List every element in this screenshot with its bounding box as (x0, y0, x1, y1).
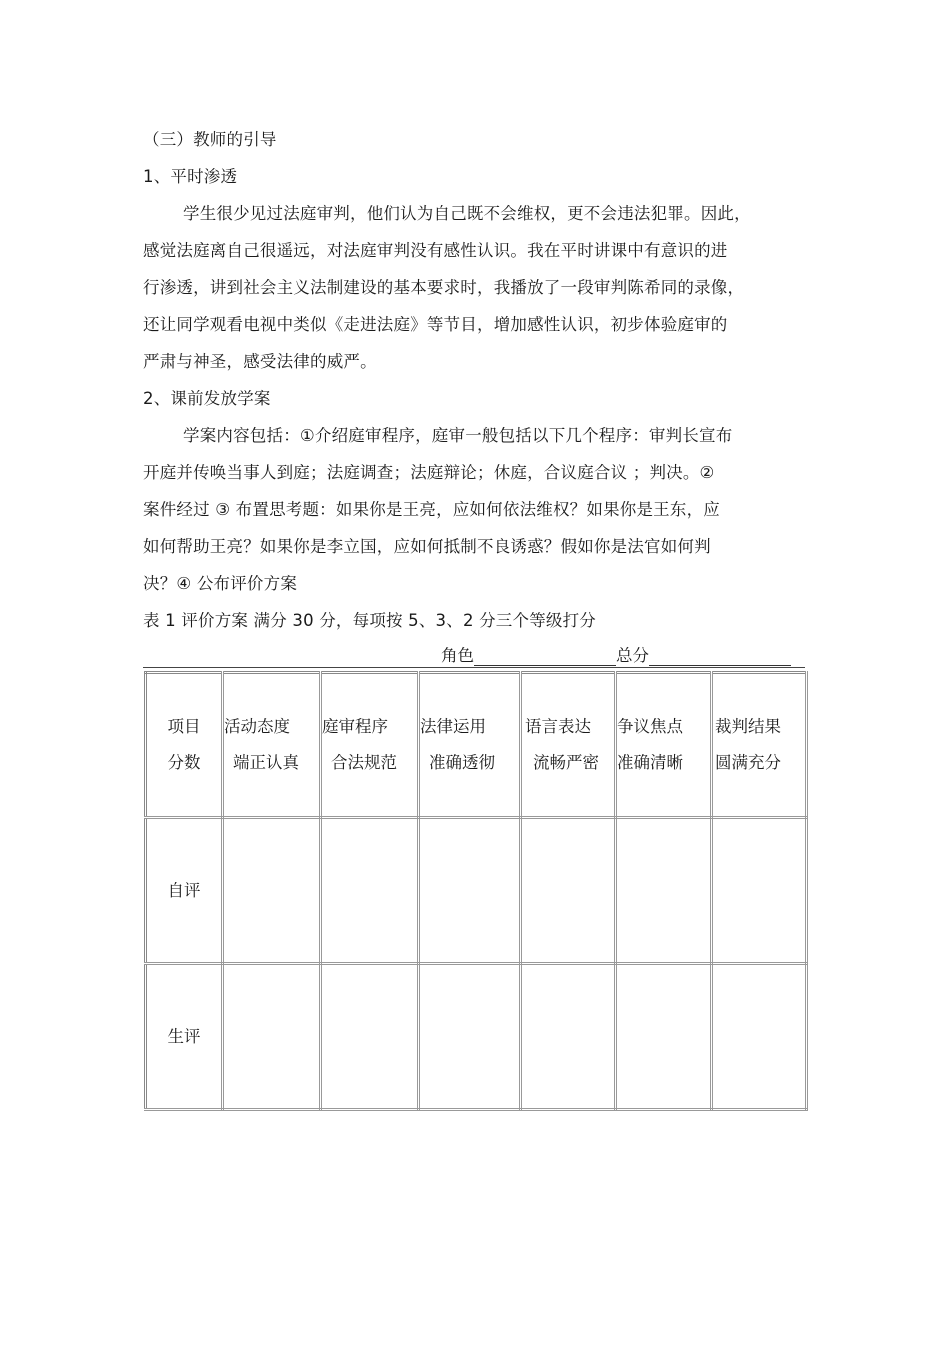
cell-self-dispute[interactable] (616, 818, 712, 964)
header-score-label: 分数 (167, 753, 201, 772)
header-language-line2: 流畅严密 (533, 753, 599, 772)
cell-self-attitude[interactable] (223, 818, 321, 964)
para2-line-5: 决？④ 公布评价方案 (143, 574, 298, 593)
role-blank (474, 647, 616, 666)
section-heading: （三）教师的引导 (143, 130, 277, 149)
cell-peer-dispute[interactable] (616, 964, 712, 1110)
sub-heading-2: 2、课前发放学案 (143, 389, 271, 408)
header-attitude (223, 673, 321, 818)
para1-line-5: 严肃与神圣，感受法律的威严。 (143, 352, 377, 371)
total-blank (649, 647, 791, 666)
header-law-use-line1: 法律运用 (420, 717, 486, 736)
header-procedure-line2: 合法规范 (331, 753, 397, 772)
para2-line-2: 开庭并传唤当事人到庭；法庭调查；法庭辩论；休庭，合议庭合议 ；判决。② (143, 463, 715, 482)
header-verdict-line2: 圆满充分 (715, 753, 781, 772)
header-law-use (419, 673, 521, 818)
cell-peer-law-use[interactable] (419, 964, 521, 1110)
total-label: 总分 (616, 646, 649, 665)
header-verdict (712, 673, 807, 818)
para1-line-1: 学生很少见过法庭审判，他们认为自己既不会维权，更不会违法犯罪。因此， (183, 204, 751, 223)
header-verdict-line1: 裁判结果 (715, 717, 781, 736)
header-dispute (616, 673, 712, 818)
cell-self-procedure[interactable] (321, 818, 419, 964)
header-dispute-line1: 争议焦点 (617, 717, 683, 736)
para2-line-4: 如何帮助王亮？如果你是李立国，应如何抵制不良诱惑？假如你是法官如何判 (143, 537, 711, 556)
para1-line-3: 行渗透，讲到社会主义法制建设的基本要求时，我播放了一段审判陈希同的录像， (143, 278, 745, 297)
role-label: 角色 (441, 646, 474, 665)
table-row-self (146, 818, 807, 964)
table-caption: 表 1 评价方案 满分 30 分，每项按 5、3、2 分三个等级打分 (143, 611, 597, 630)
table-header-row (146, 673, 807, 818)
para2-line-3: 案件经过 ③ 布置思考题：如果你是王亮，应如何依法维权？如果你是王东，应 (143, 500, 720, 519)
cell-self-language[interactable] (521, 818, 616, 964)
row-label-peer: 生评 (146, 964, 223, 1110)
header-attitude-line2: 端正认真 (233, 753, 299, 772)
header-procedure (321, 673, 419, 818)
header-attitude-line1: 活动态度 (224, 717, 290, 736)
cell-peer-verdict[interactable] (712, 964, 807, 1110)
header-procedure-line1: 庭审程序 (322, 717, 388, 736)
role-field (441, 646, 791, 666)
sub-heading-1: 1、平时渗透 (143, 167, 238, 186)
evaluation-table (144, 671, 808, 1111)
para2-line-1: 学案内容包括：①介绍庭审程序，庭审一般包括以下几个程序：审判长宣布 (183, 426, 733, 445)
header-language-line1: 语言表达 (525, 717, 591, 736)
header-item-label: 项目 (167, 717, 201, 736)
header-law-use-line2: 准确透彻 (429, 753, 495, 772)
para1-line-2: 感觉法庭离自己很遥远，对法庭审判没有感性认识。我在平时讲课中有意识的进 (143, 241, 728, 260)
cell-self-verdict[interactable] (712, 818, 807, 964)
header-item-score (146, 673, 223, 818)
para1-line-4: 还让同学观看电视中类似《走进法庭》等节目，增加感性认识，初步体验庭审的 (143, 315, 728, 334)
table-top-rule (143, 667, 805, 668)
table-row-peer (146, 964, 807, 1110)
row-label-self: 自评 (146, 818, 223, 964)
header-dispute-line2: 准确清晰 (617, 753, 683, 772)
cell-self-law-use[interactable] (419, 818, 521, 964)
cell-peer-language[interactable] (521, 964, 616, 1110)
cell-peer-procedure[interactable] (321, 964, 419, 1110)
cell-peer-attitude[interactable] (223, 964, 321, 1110)
header-language (521, 673, 616, 818)
